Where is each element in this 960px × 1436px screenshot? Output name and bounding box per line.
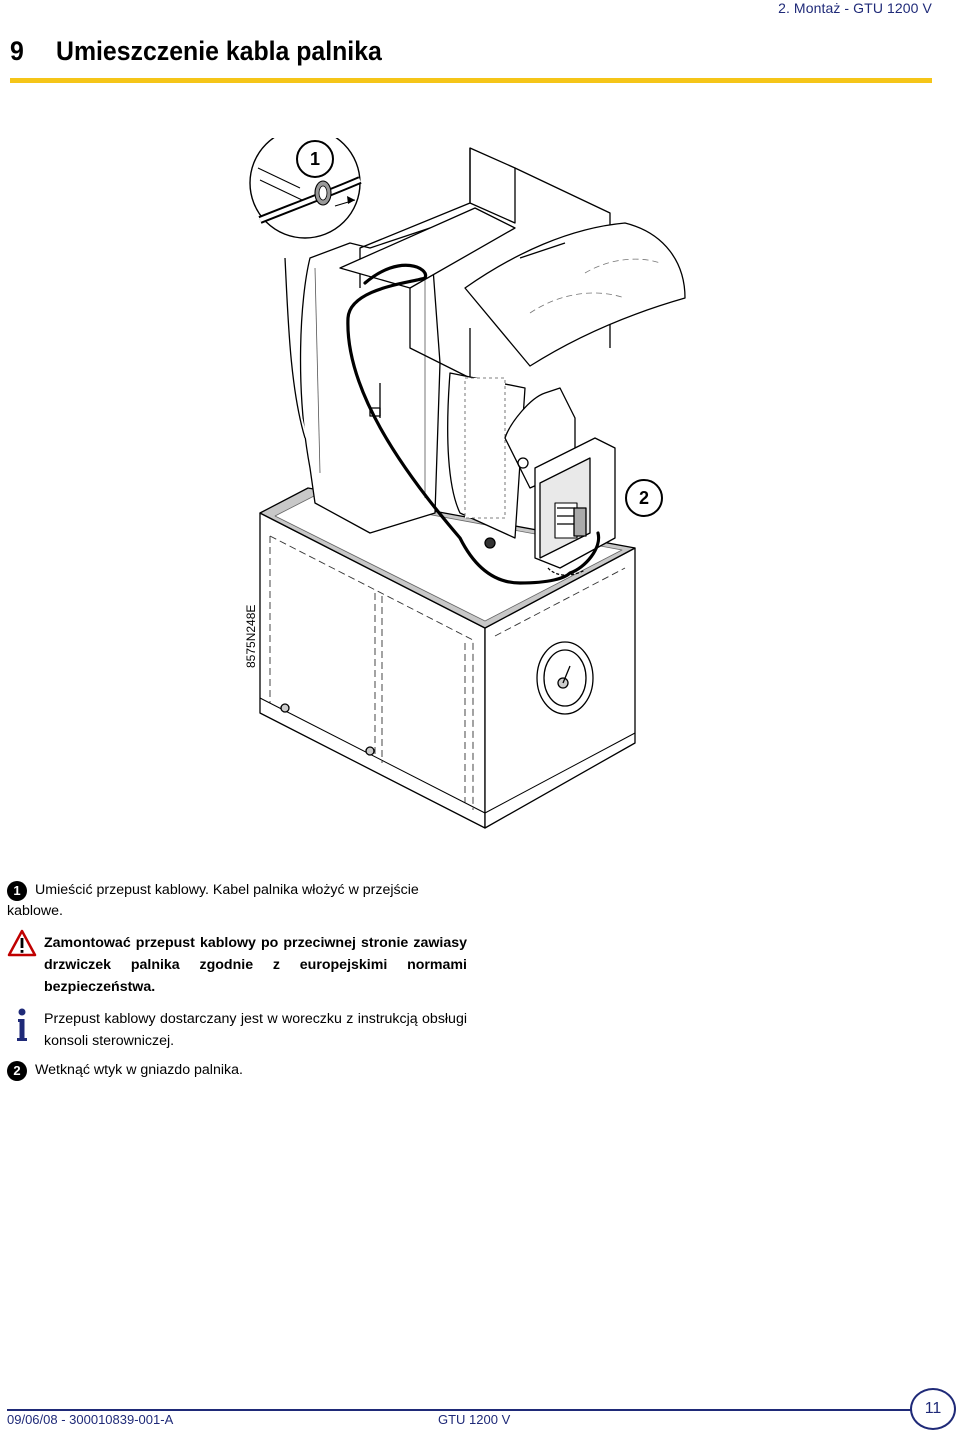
warning-triangle-icon (7, 929, 37, 957)
step-1-badge: 1 (7, 881, 27, 901)
step-1-text-line2: kablowe. (7, 903, 63, 919)
step-1 (7, 880, 467, 922)
boiler-drawing (230, 138, 690, 838)
chapter-header: 2. Montaż - GTU 1200 V (778, 0, 932, 16)
info-icon (15, 1008, 29, 1042)
page-number: 11 (910, 1388, 956, 1430)
section-number: 9 (10, 36, 24, 66)
page-title (10, 36, 382, 67)
step-1-text-line1: Umieścić przepust kablowy. Kabel palnika włożyć w przejście (35, 882, 419, 898)
info-note (7, 1008, 467, 1052)
figure-code: 8575N248E (244, 604, 258, 668)
step-2-text: Wetknąć wtyk w gniazdo palnika. (35, 1062, 243, 1078)
warning-note (7, 932, 467, 998)
step-2-badge: 2 (7, 1061, 27, 1081)
boiler-illustration (230, 138, 690, 838)
warning-text: Zamontować przepust kablowy po przeciwnej stronie zawiasy drzwiczek palnika zgodnie z europejskimi normami bezpieczeństwa. (44, 935, 467, 995)
footer-model: GTU 1200 V (438, 1412, 511, 1427)
callout-1: 1 (296, 140, 334, 178)
footer-doc-ref: 09/06/08 - 300010839-001-A (7, 1412, 174, 1427)
info-text: Przepust kablowy dostarczany jest w woreczku z instrukcją obsługi konsoli sterowniczej. (44, 1011, 467, 1049)
step-2 (7, 1060, 467, 1081)
instructions (7, 880, 467, 1081)
callout-2: 2 (625, 479, 663, 517)
title-underline (10, 78, 932, 83)
section-title-text: Umieszczenie kabla palnika (56, 36, 382, 66)
footer-rule (7, 1409, 917, 1411)
